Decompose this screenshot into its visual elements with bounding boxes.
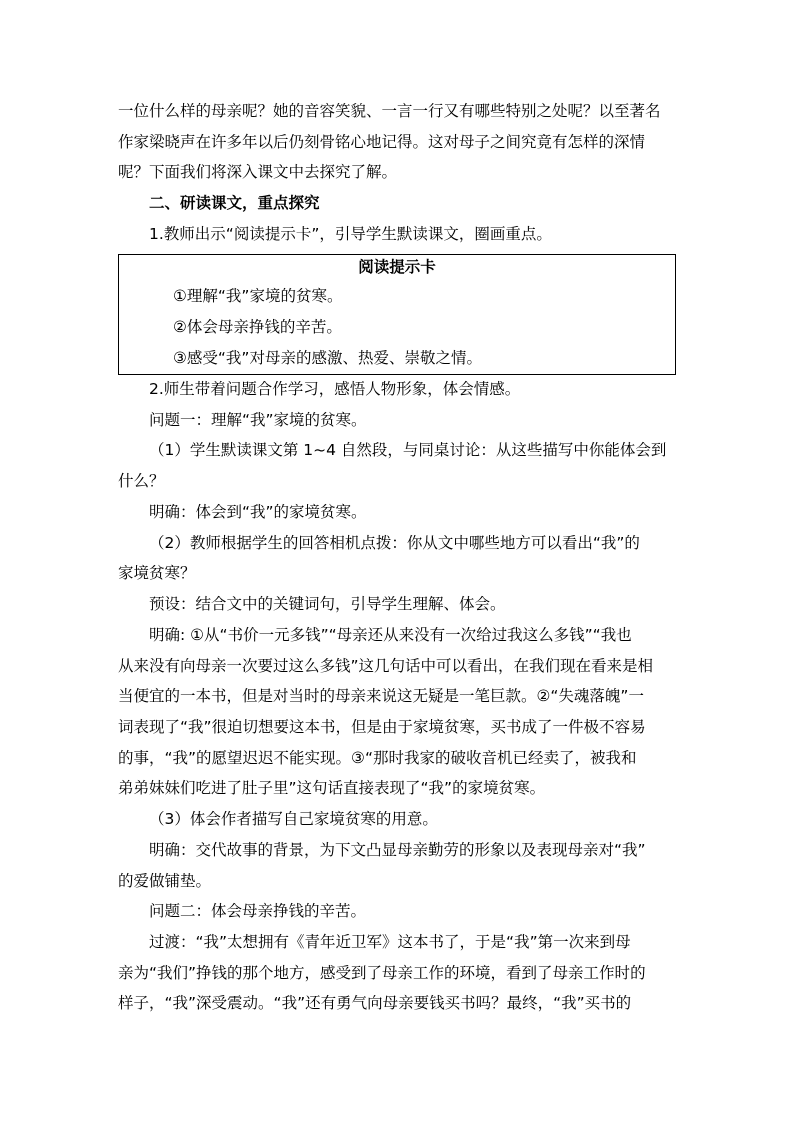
- q1-answer-2-line-1: 明确: ①从“书价一元多钱”“母亲还从来没有一次给过我这么多钱”“我也: [149, 626, 632, 644]
- q1-answer-1: 明确：体会到“我”的家境贫寒。: [149, 503, 367, 521]
- transition-line-2: 亲为“我们”挣钱的那个地方，感受到了母亲工作的环境，看到了母亲工作时的: [118, 964, 646, 982]
- card-item-3: ③感受“我”对母亲的感激、热爱、崇敬之情。: [173, 349, 482, 367]
- question-1: 问题一：理解“我”家境的贫寒。: [149, 411, 367, 429]
- intro-line-3: 呢？下面我们将深入课文中去探究了解。: [118, 163, 398, 181]
- card-item-1: ①理解“我”家境的贫寒。: [173, 287, 343, 305]
- q1-answer-2-line-3: 当便宜的一本书，但是对当时的母亲来说这无疑是一笔巨款。②“失魂落魄”一: [118, 687, 644, 705]
- q1-answer-3-line-1: 明确：交代故事的背景，为下文凸显母亲勤劳的形象以及表现母亲对“我”: [149, 841, 646, 859]
- card-item-2: ②体会母亲挣钱的辛苦。: [173, 318, 342, 336]
- q1-answer-2-line-4: 词表现了“我”很迫切想要这本书，但是由于家境贫寒，买书成了一件极不容易: [118, 718, 646, 736]
- q1-sub1-line-2: 什么？: [118, 472, 165, 490]
- q1-sub2-line-2: 家境贫寒？: [118, 564, 196, 582]
- q1-answer-2-line-2: 从来没有向母亲一次要过这么多钱”这几句话中可以看出，在我们现在看来是相: [118, 657, 654, 675]
- q1-answer-2-line-5: 的事，“我”的愿望迟迟不能实现。③“那时我家的破收音机已经卖了，被我和: [118, 749, 637, 767]
- intro-line-1: 一位什么样的母亲呢？她的音容笑貌、一言一行又有哪些特别之处呢？以至著名: [118, 102, 661, 120]
- q1-sub1-line-1: （1）学生默读课文第 1~4 自然段，与同桌讨论：从这些描写中你能体会到: [149, 441, 667, 459]
- section-heading: 二、研读课文，重点探究: [149, 194, 320, 212]
- q1-answer-3-line-2: 的爱做铺垫。: [118, 872, 212, 890]
- step-2: 2.师生带着问题合作学习，感悟人物形象，体会情感。: [149, 380, 521, 398]
- reading-prompt-card: [118, 254, 676, 375]
- transition-line-1: 过渡：“我”太想拥有《青年近卫军》这本书了，于是“我”第一次来到母: [149, 933, 631, 951]
- q1-preset: 预设：结合文中的关键词句，引导学生理解、体会。: [149, 595, 506, 613]
- q1-sub3: （3）体会作者描写自己家境贫寒的用意。: [149, 810, 438, 828]
- intro-line-2: 作家梁晓声在许多年以后仍刻骨铭心地记得。这对母子之间究竟有怎样的深情: [118, 133, 646, 151]
- card-title: 阅读提示卡: [358, 258, 436, 276]
- transition-line-3: 样子，“我”深受震动。“我”还有勇气向母亲要钱买书吗？最终，“我”买书的: [118, 994, 632, 1012]
- q1-sub2-line-1: （2）教师根据学生的回答相机点拨：你从文中哪些地方可以看出“我”的: [149, 534, 640, 552]
- question-2: 问题二：体会母亲挣钱的辛苦。: [149, 902, 367, 920]
- step-1: 1.教师出示“阅读提示卡”，引导学生默读课文，圈画重点。: [149, 225, 552, 243]
- q1-answer-2-line-6: 弟弟妹妹们吃进了肚子里”这句话直接表现了“我”的家境贫寒。: [118, 779, 546, 797]
